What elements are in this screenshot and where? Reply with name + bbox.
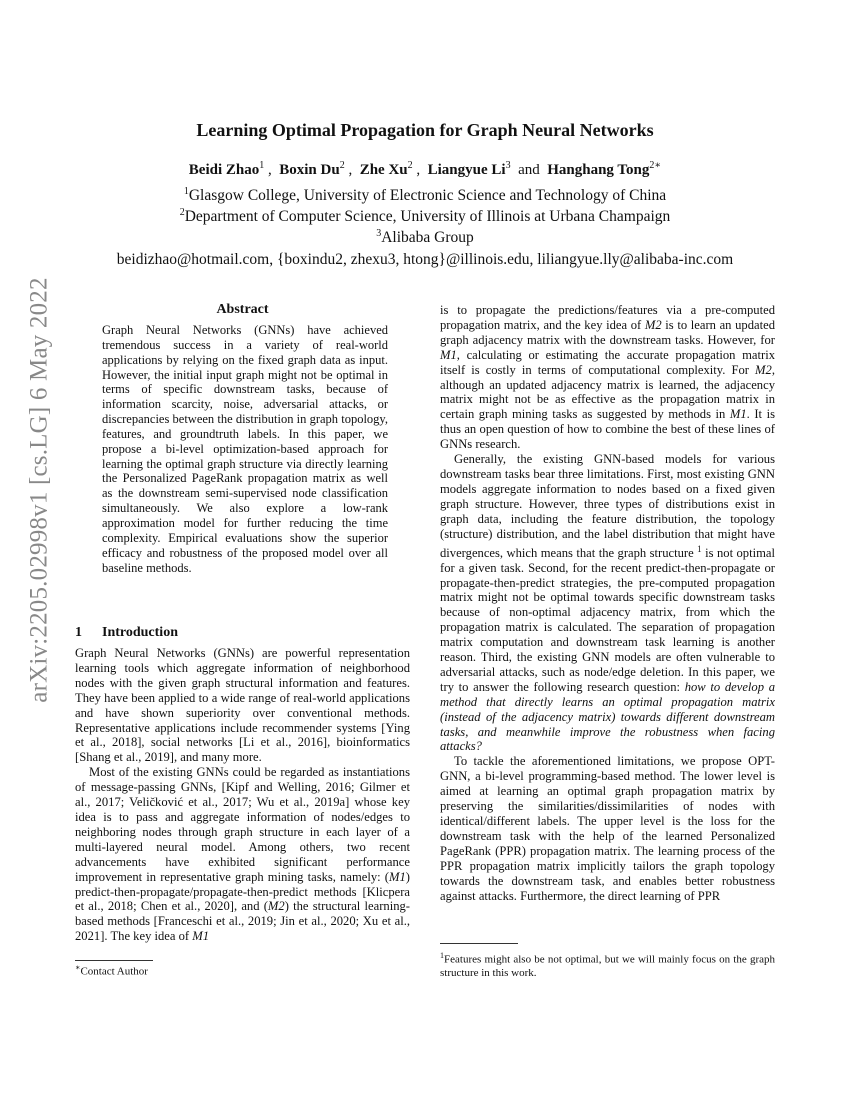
footnote-1: $^1$Features might also be not optimal, but we will mainly focus on the graph structure in this work. <box>440 951 775 980</box>
footnote-rule <box>440 943 518 944</box>
author-list: Beidi Zhao$^1$ , Boxin Du$^2$ , Zhe Xu$^2$ , Liangyue Li$^3$ and Hanghang Tong$^{2∗}$ <box>188 160 662 178</box>
left-column-body <box>75 646 410 944</box>
footnote-marker: 1 <box>697 543 702 554</box>
author-name: Boxin Du <box>279 162 340 178</box>
paper-title: Learning Optimal Propagation for Graph Neural Networks <box>196 120 654 140</box>
abstract-text: Graph Neural Networks (GNNs) have achieved tremendous success in a variety of real-world applications by relying on the fixed graph data as input. However, the initial input graph might not be optimal in terms of specific downstream tasks, because of information scarcity, noise, adversarial attacks, or discrepancies between the distribution in graph topology, features, and groundtruth labels. In this paper, we propose a bi-level optimization-based approach for learning the optimal graph structure via directly learning the Personalized PageRank propagation matrix as well as the downstream semi-supervised node classification simultaneously. We also explore a low-rank approximation model for further reducing the time complexity. Empirical evaluations show the superior efficacy and robustness of the proposed model over all baseline methods. <box>102 323 388 575</box>
author-name: Zhe Xu <box>359 162 408 178</box>
author-name: Hanghang Tong <box>547 162 650 178</box>
affiliation: $^3$Alibaba Group <box>376 228 474 247</box>
right-column-body <box>440 303 775 903</box>
affiliation: $^1$Glasgow College, University of Electronic Science and Technology of China <box>183 186 667 205</box>
paragraph: is to propagate the predictions/features via a pre-computed propagation matrix, and the key idea of M2 is to learn an updated graph adjacency matrix with the downstream tasks. However, for M1, calculating or estimating the accurate propagation matrix itself is costly in terms of computational complexity. For M2, although an updated adjacency matrix is learned, the adjacency matrix might not be as effective as the propagation matrix in certain graph mining tasks as suggested by methods in M1. It is thus an open question of how to combine the best of these lines of GNNs research. <box>440 303 775 452</box>
footnote-rule <box>75 960 153 961</box>
author-emails: beidizhao@hotmail.com, {boxindu2, zhexu3, htong}@illinois.edu, liliangyue.lly@alibaba-inc.com <box>116 251 734 268</box>
paragraph: To tackle the aforementioned limitations, we propose OPT-GNN, a bi-level programming-based method. The lower level is aimed at learning an optimal graph propagation matrix by preserving the similarities/dissimilarities of nodes with identical/different labels. The upper level is the loss for the downstream task with the help of the learned Personalized PageRank (PPR) propagation matrix. The learning process of the PPR propagation matrix implicitly tailors the graph topology towards the downstream task, and enables better robustness against attacks. Furthermore, the direct learning of PPR <box>440 754 775 903</box>
section-heading <box>75 625 178 641</box>
abstract-heading: Abstract <box>216 302 269 317</box>
section-number: 1 <box>75 625 82 640</box>
affiliation: $^2$Department of Computer Science, University of Illinois at Urbana Champaign <box>179 207 671 226</box>
paragraph: Generally, the existing GNN-based models for various downstream tasks bear three limitations. First, most existing GNN models aggregate information to nodes based on a fixed given graph structure. However, three types of distributions exist in graph data, including the feature distribution, the topology (structure) distribution, and the label distribution that might have divergences, which means that the graph structure $^1$ is not optimal for a given task. Second, for the recent predict-then-propagate or propagate-then-predict strategies, the pre-computed propagation matrix might not be optimal towards specific downstream tasks because of non-optimal adjacency matrix, from which the propagation matrix is calculated. The separation of propagation matrix computation and downstream task learning is another reason. Third, the existing GNN models are often vulnerable to adversarial attacks, such as node/edge deletion. In this paper, we try to answer the following research question: how to develop a method that directly learns an optimal propagation matrix (instead of the adjacency matrix) towards different downstream tasks, and meanwhile improve the robustness when facing attacks? <box>440 452 775 754</box>
author-name: Liangyue Li <box>427 162 506 178</box>
author-name: Beidi Zhao <box>188 162 260 178</box>
arxiv-id: arXiv:2205.02998v1 [cs.LG] 6 May 2022 <box>26 277 53 703</box>
arxiv-sidebar-stamp <box>20 277 60 703</box>
paragraph: Most of the existing GNNs could be regarded as instantiations of message-passing GNNs, [Kipf and Welling, 2016; Gilmer et al., 2017; Veličković et al., 2017; Wu et al., 2019a] whose key idea is to pass and aggregate information of nodes/edges to neighboring nodes through graph structure in each layer of a multi-layered neural model. Among others, two recent advancements have exhibited significant performance improvement in representative graph mining tasks, namely: (M1) predict-then-propagate/propagate-then-predict methods [Klicpera et al., 2018; Chen et al., 2020], and (M2) the structural learning-based methods [Franceschi et al., 2019; Jin et al., 2020; Xu et al., 2021]. The key idea of M1 <box>75 765 410 944</box>
footnote-contact: ∗Contact Author <box>75 963 148 978</box>
research-question: how to develop a method that directly learns an optimal propagation matrix (instead of the adjacency matrix) towards different downstream tasks, and meanwhile improve the robustness when facing attacks? <box>440 679 775 754</box>
paragraph: Graph Neural Networks (GNNs) are powerful representation learning tools which aggregate information of neighborhood nodes with the given graph structural information and features. They have been applied to a wide range of real-world applications and have shown superiority over conventional methods. Representative applications include recommender systems [Ying et al., 2018], social networks [Li et al., 2016], bioinformatics [Shang et al., 2019], and many more. <box>75 646 410 765</box>
section-title: Introduction <box>102 625 178 640</box>
